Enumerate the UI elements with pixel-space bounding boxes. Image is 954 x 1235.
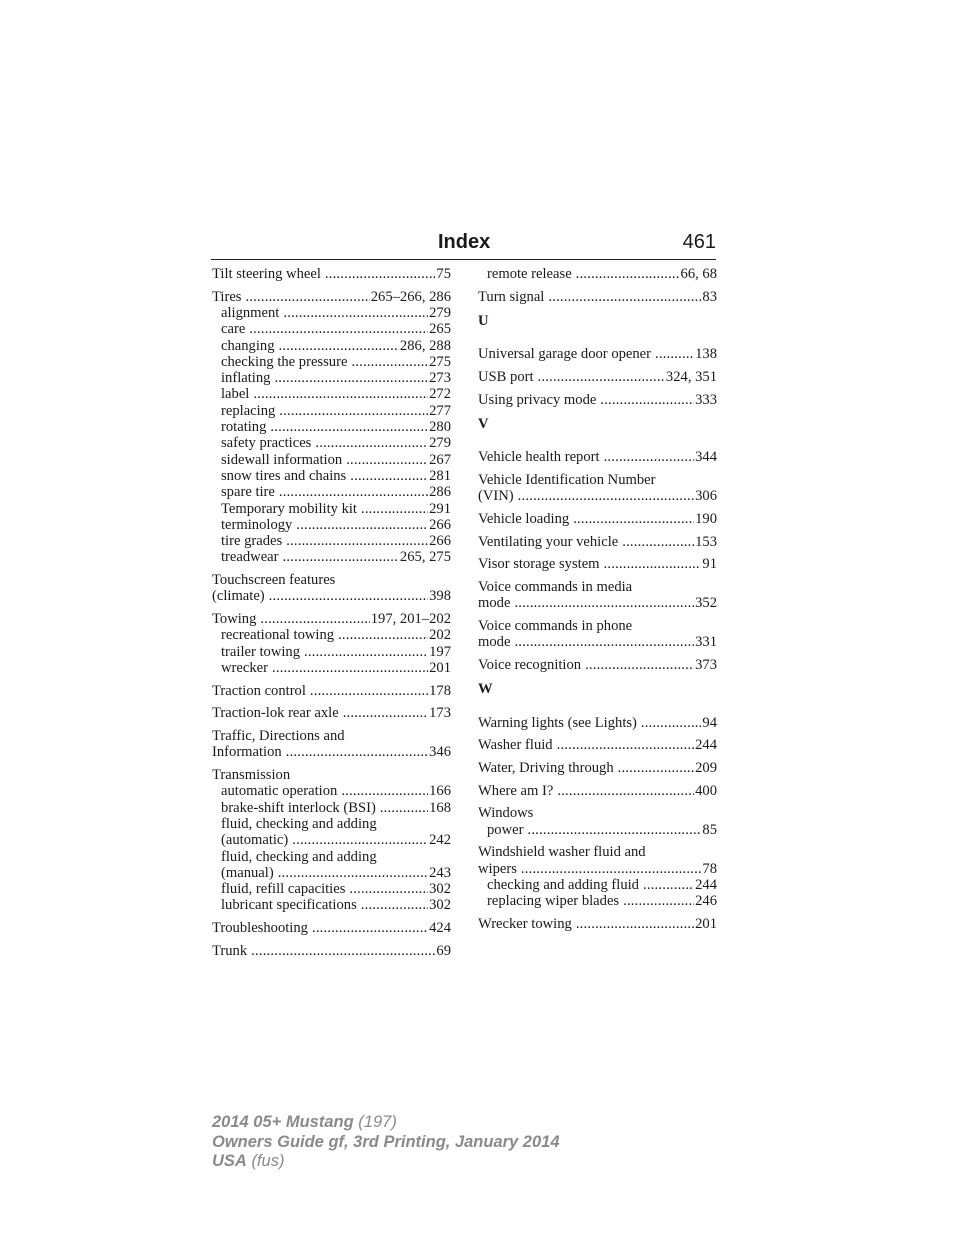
entry-term: Towing: [212, 611, 257, 628]
index-entry: [478, 266, 717, 282]
sub-page: 281: [429, 467, 451, 484]
index-entry: [478, 392, 717, 408]
sub-page: 243: [429, 864, 451, 881]
index-column-left: [212, 266, 451, 965]
sub-term: snow tires and chains: [221, 467, 347, 484]
index-entry: [212, 705, 451, 721]
page-title: Index: [438, 231, 491, 253]
entry-term: Information: [212, 744, 282, 761]
entry-term: Wrecker towing: [478, 915, 572, 932]
entry-page: 373: [695, 656, 717, 673]
section-letter: V: [478, 415, 489, 432]
sub-page: 286: [429, 484, 451, 501]
sub-term: (automatic): [221, 832, 289, 849]
index-entry: [478, 449, 717, 465]
sub-term: recreational towing: [221, 627, 335, 644]
sub-term: power: [487, 821, 524, 838]
sub-term: alignment: [221, 304, 280, 321]
footer-guide: Owners Guide gf, 3rd Printing, January 2014: [212, 1132, 560, 1151]
entry-term: Ventilating your vehicle: [478, 533, 619, 550]
sub-page: 246: [695, 893, 717, 910]
entry-term: Water, Driving through: [478, 759, 614, 776]
entry-term: Where am I?: [478, 782, 554, 799]
sub-page: 279: [429, 304, 451, 321]
sub-page: 286, 288: [399, 337, 451, 354]
sub-term: treadwear: [221, 549, 279, 566]
index-entry: [478, 511, 717, 527]
entry-term: Voice commands in media: [478, 578, 633, 595]
sub-page: 302: [429, 897, 451, 914]
entry-term: Voice commands in phone: [478, 617, 633, 634]
footer-market-code: (fus): [251, 1152, 285, 1170]
entry-page: 265–266, 286: [370, 288, 451, 305]
index-entry: [212, 683, 451, 699]
sub-page: 302: [429, 881, 451, 898]
index-entry: [478, 534, 717, 550]
sub-page: 266: [429, 516, 451, 533]
entry-page: 400: [695, 782, 717, 799]
entry-term: Using privacy mode: [478, 391, 597, 408]
sub-term: remote release: [487, 266, 572, 282]
sub-page: 279: [429, 435, 451, 452]
entry-term: Washer fluid: [478, 737, 553, 754]
sub-term: checking and adding fluid: [487, 876, 639, 893]
sub-page: 266: [429, 533, 451, 550]
sub-term: lubricant specifications: [221, 897, 357, 914]
index-entry: [478, 618, 717, 651]
footer-market: USA: [212, 1152, 247, 1170]
entry-term: Vehicle health report: [478, 449, 600, 466]
entry-page: 91: [702, 556, 717, 573]
index-column-right: [478, 266, 717, 939]
entry-page: 346: [429, 744, 451, 761]
sub-term: Temporary mobility kit: [221, 500, 357, 517]
index-entry: [478, 346, 717, 362]
index-entry: [478, 760, 717, 776]
entry-page: 78: [702, 860, 717, 877]
footer-line-guide: [212, 1133, 732, 1153]
sub-page: 202: [429, 627, 451, 644]
entry-page: 333: [695, 391, 717, 408]
index-entry: [212, 920, 451, 936]
sub-term: (manual): [221, 864, 274, 881]
sub-page: 272: [429, 386, 451, 403]
sub-page: 265: [429, 321, 451, 338]
entry-page: 75: [436, 266, 451, 282]
sub-page: 197: [429, 643, 451, 660]
index-entry: [478, 805, 717, 838]
sub-page: 244: [695, 876, 717, 893]
section-letter: W: [478, 681, 493, 698]
entry-term: Vehicle Identification Number: [478, 471, 656, 488]
entry-term: wipers: [478, 860, 517, 877]
entry-page: 69: [436, 942, 451, 959]
sub-term: care: [221, 321, 246, 338]
sub-term: label: [221, 386, 250, 403]
entry-page: 398: [429, 588, 451, 605]
entry-page: 244: [695, 737, 717, 754]
entry-term: Voice recognition: [478, 656, 582, 673]
entry-page: 153: [695, 533, 717, 550]
entry-term: Visor storage system: [478, 556, 600, 573]
entry-term: mode: [478, 595, 511, 612]
entry-page: 138: [695, 346, 717, 363]
sub-term: fluid, checking and adding: [221, 815, 377, 832]
sub-page: 166: [429, 783, 451, 800]
sub-term: fluid, checking and adding: [221, 848, 377, 865]
sub-page: 291: [429, 500, 451, 517]
entry-page: 306: [695, 488, 717, 505]
index-entry: [478, 715, 717, 731]
footer-model-code: (197): [358, 1113, 397, 1131]
entry-page: 173: [429, 705, 451, 722]
entry-term: Traction-lok rear axle: [212, 705, 339, 722]
entry-term: Touchscreen features: [212, 572, 336, 589]
sub-term: sidewall information: [221, 451, 343, 468]
section-letter: U: [478, 312, 489, 329]
sub-term: replacing: [221, 402, 276, 419]
footer-model: 2014 05+ Mustang: [212, 1113, 354, 1131]
index-entry: [478, 737, 717, 753]
entry-term: Turn signal: [478, 288, 545, 305]
sub-page: 280: [429, 419, 451, 436]
footer-line-model: [212, 1113, 732, 1133]
entry-term: Warning lights (see Lights): [478, 714, 637, 731]
entry-term: USB port: [478, 368, 534, 385]
sub-term: fluid, refill capacities: [221, 881, 346, 898]
entry-term: mode: [478, 634, 511, 651]
entry-page: 83: [702, 288, 717, 305]
sub-page: 242: [429, 832, 451, 849]
sub-page: 277: [429, 402, 451, 419]
entry-term: Tires: [212, 288, 242, 305]
entry-term: Windshield washer fluid and: [478, 844, 646, 861]
index-entry: [212, 943, 451, 959]
sub-page: 66, 68: [680, 266, 717, 282]
entry-page: 201: [695, 915, 717, 932]
entry-page: 352: [695, 595, 717, 612]
entry-page: 324, 351: [665, 368, 717, 385]
entry-page: 94: [702, 714, 717, 731]
sub-page: 267: [429, 451, 451, 468]
entry-page: 209: [695, 759, 717, 776]
index-entry: [478, 556, 717, 572]
index-entry: [478, 369, 717, 385]
entry-term: Universal garage door opener: [478, 346, 652, 363]
sub-term: rotating: [221, 419, 267, 436]
entry-page: 344: [695, 449, 717, 466]
entry-page: 190: [695, 510, 717, 527]
sub-page: 265, 275: [399, 549, 451, 566]
index-entry: [212, 572, 451, 605]
index-entry: [212, 767, 451, 914]
sub-term: changing: [221, 337, 275, 354]
sub-page: 201: [429, 660, 451, 676]
sub-page: 85: [702, 821, 717, 838]
entry-term: Traction control: [212, 682, 306, 699]
sub-term: trailer towing: [221, 643, 301, 660]
index-entry: [478, 783, 717, 799]
entry-term: Vehicle loading: [478, 510, 570, 527]
page-header: [211, 229, 716, 260]
index-entry: [478, 916, 717, 932]
entry-page: 197, 201–202: [370, 611, 451, 628]
sub-term: automatic operation: [221, 783, 338, 800]
index-entry: [212, 728, 451, 761]
entry-term: Traffic, Directions and: [212, 728, 345, 745]
entry-term: Tilt steering wheel: [212, 266, 321, 282]
index-entry: [478, 289, 717, 305]
page-number: 461: [682, 231, 716, 253]
entry-term: Trunk: [212, 942, 248, 959]
index-entry: [212, 266, 451, 282]
sub-term: tire grades: [221, 533, 283, 550]
sub-term: terminology: [221, 516, 293, 533]
sub-term: spare tire: [221, 484, 275, 501]
page-footer: [212, 1113, 732, 1172]
index-entry: [478, 472, 717, 505]
entry-page: 331: [695, 634, 717, 651]
sub-term: replacing wiper blades: [487, 893, 620, 910]
entry-term: Troubleshooting: [212, 920, 308, 937]
sub-page: 275: [429, 353, 451, 370]
sub-page: 273: [429, 370, 451, 387]
entry-term: Transmission: [212, 767, 291, 784]
index-entry: [212, 289, 451, 566]
sub-term: wrecker: [221, 660, 268, 676]
index-entry: [478, 844, 717, 909]
entry-term: Windows: [478, 805, 534, 822]
entry-term: (climate): [212, 588, 265, 605]
sub-page: 168: [429, 799, 451, 816]
sub-term: safety practices: [221, 435, 312, 452]
entry-term: (VIN): [478, 488, 514, 505]
entry-page: 178: [429, 682, 451, 699]
entry-page: 424: [429, 920, 451, 937]
sub-term: brake-shift interlock (BSI): [221, 799, 376, 816]
index-entry: [478, 657, 717, 673]
sub-term: inflating: [221, 370, 271, 387]
index-entry: [478, 579, 717, 612]
sub-term: checking the pressure: [221, 353, 348, 370]
index-entry: [212, 611, 451, 676]
footer-line-market: [212, 1152, 732, 1172]
